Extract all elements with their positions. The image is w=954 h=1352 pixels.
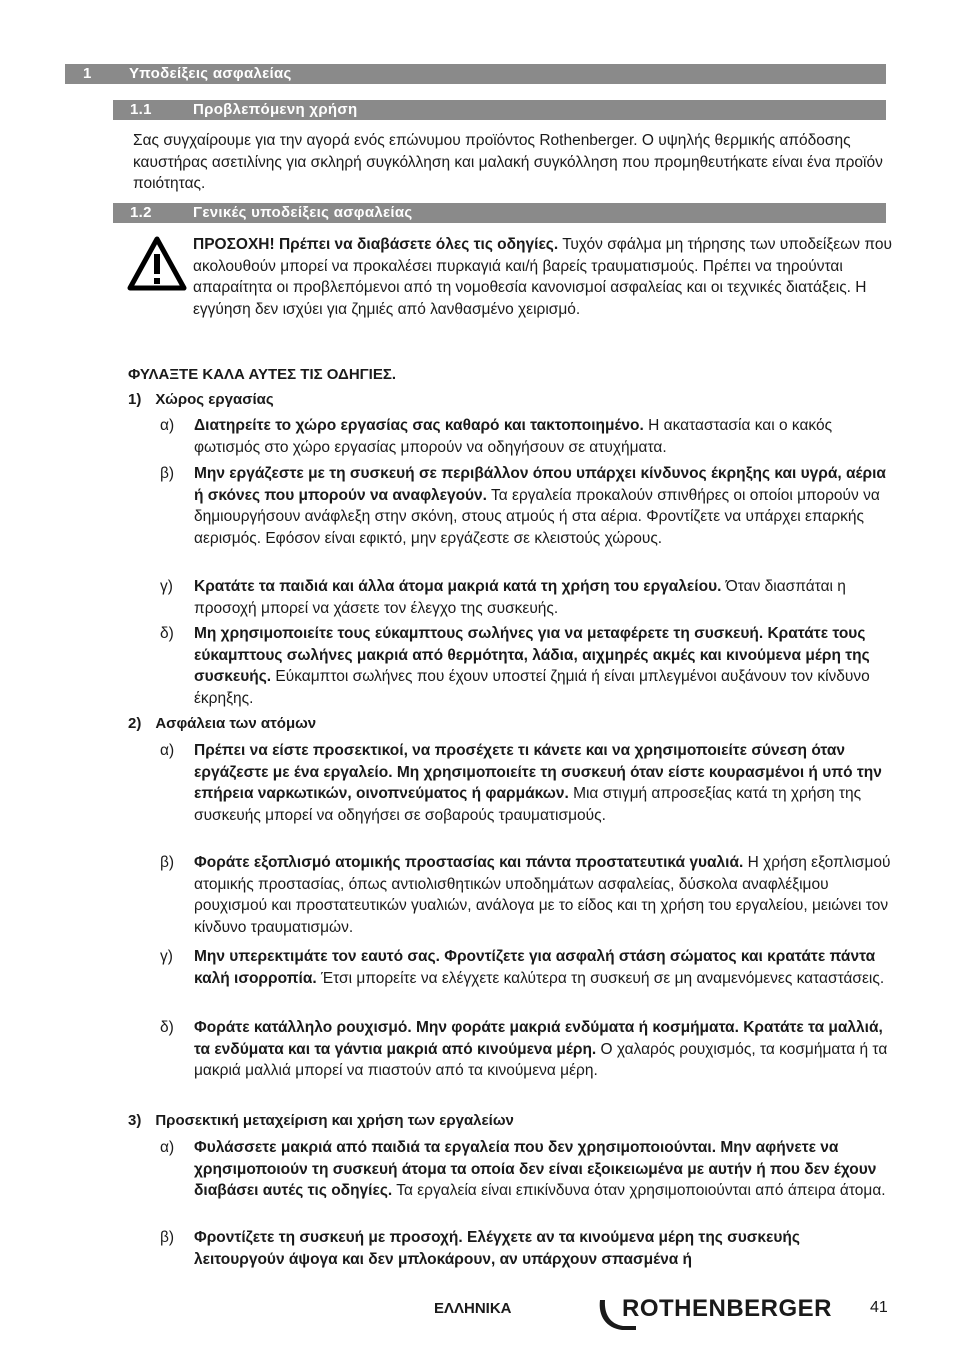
item-bold: Φροντίζετε τη συσκευή με προσοχή. Ελέγχετε αν τα κινούμενα μέρη της συσκευής λειτουργούν άψογα και δεν μπλοκάρουν, αν υπάρχουν σπασμένα ή <box>194 1229 800 1268</box>
intended-use-text-end: . Ο υψηλής θερμικής απόδοσης καυστήρας ασετιλίνης για σκληρή συγκόλληση και μαλακή συγκόλληση που προμηθευτήκατε είναι ένα προϊόν ποιότητας. <box>133 132 883 192</box>
item-text: Εύκαμπτοι σωλήνες που έχουν υποστεί ζημιά ή είναι μπλεγμένοι αυξάνουν τον κίνδυνο έκρηξης. <box>194 668 870 707</box>
group-title: Χώρος εργασίας <box>155 391 274 408</box>
item-letter: β) <box>160 465 175 482</box>
item-letter: β) <box>160 854 175 871</box>
item-bold: Φυλάσσετε μακριά από παιδιά τα εργαλεία που δεν χρησιμοποιούνται. Μην αφήνετε να χρησιμοποιούν τη συσκευή άτομα τα οποία δεν είναι εξοικειωμένα με αυτήν ή που δεν έχουν διαβάσει αυτές τις οδηγίες. <box>194 1139 877 1199</box>
intended-use-paragraph <box>133 130 893 195</box>
item-body <box>194 623 892 709</box>
item-bold: Μη χρησιμοποιείτε τους εύκαμπτους σωλήνες για να μεταφέρετε τη συσκευή. Κρατάτε τους εύκαμπτους σωλήνες μακριά από θερμότητα, λάδια, αιχμηρές ακμές και κινούμενα μέρη της συσκευής. <box>194 625 870 685</box>
warning-text: Τυχόν σφάλμα μη τήρησης των υποδείξεων που ακολουθούν μπορεί να προκαλέσει πυρκαγιά και/ή βαρείς τραυματισμούς. Πρέπει να τηρούνται απαραίτητα οι προβλεπόμενοι από τη νομοθεσία κανονισμοί ασφαλείας και οι τεχνικές διατάξεις. Η εγγύηση δεν ισχύει για ζημιές από λανθασμένο χειρισμό. <box>193 236 892 318</box>
section-1-1-header <box>113 100 886 120</box>
item-bold: Μην εργάζεστε με τη συσκευή σε περιβάλλον όπου υπάρχει κίνδυνος έκρηξης και υγρά, αέρια ή σκόνες που μπορούν να αναφλεγούν. <box>194 465 886 504</box>
page-number: 41 <box>870 1299 888 1316</box>
group-title: Ασφάλεια των ατόμων <box>155 715 317 732</box>
item-bold: Διατηρείτε το χώρο εργασίας σας καθαρό και τακτοποιημένο. <box>194 417 644 434</box>
item-body <box>194 463 892 549</box>
item-body <box>194 415 892 458</box>
warning-bold: ΠΡΟΣΟΧΗ! Πρέπει να διαβάσετε όλες τις οδηγίες. <box>193 236 559 253</box>
item-letter: γ) <box>160 948 173 965</box>
item-text: Έτσι μπορείτε να ελέγχετε καλύτερα τη συσκευή σε μη αναμενόμενες καταστάσεις. <box>316 969 885 987</box>
section-1-2-title: Γενικές υποδείξεις ασφαλείας <box>193 204 413 221</box>
section-1-number: 1 <box>83 65 92 82</box>
group-title: Προσεκτική μεταχείριση και χρήση των εργαλείων <box>155 1112 514 1129</box>
item-text: Η ακαταστασία και ο κακός φωτισμός στο χώρο εργασίας μπορούν να οδηγήσουν σε ατυχήματα. <box>194 417 833 456</box>
item-letter: γ) <box>160 578 173 595</box>
group-1-heading <box>128 391 274 408</box>
section-1-1-number: 1.1 <box>130 101 152 118</box>
warning-triangle-icon <box>127 236 187 292</box>
item-body <box>194 740 892 826</box>
warning-paragraph <box>193 234 893 320</box>
item-bold: Φοράτε εξοπλισμό ατομικής προστασίας και πάντα προστατευτικά γυαλιά. <box>194 854 744 871</box>
item-letter: α) <box>160 742 175 759</box>
item-bold: Μην υπερεκτιμάτε τον εαυτό σας. Φροντίζετε για ασφαλή στάση σώματος και κρατάτε πάντα καλή ισορροπία. <box>194 948 876 987</box>
item-body <box>194 576 892 619</box>
group-number: 3) <box>128 1112 142 1129</box>
group-number: 1) <box>128 391 142 408</box>
group-3-heading <box>128 1112 514 1129</box>
section-1-1-title: Προβλεπόμενη χρήση <box>193 101 358 118</box>
item-body <box>194 946 892 989</box>
item-body <box>194 1227 892 1270</box>
item-text: Τα εργαλεία είναι επικίνδυνα όταν χρησιμοποιούνται από άπειρα άτομα. <box>392 1182 886 1199</box>
rothenberger-logo <box>596 1294 836 1334</box>
item-letter: β) <box>160 1229 175 1246</box>
group-2-heading <box>128 715 316 732</box>
item-letter: α) <box>160 1139 175 1156</box>
item-letter: δ) <box>160 625 174 642</box>
item-bold: Κρατάτε τα παιδιά και άλλα άτομα μακριά κατά τη χρήση του εργαλείου. <box>194 578 722 595</box>
section-1-title: Υποδείξεις ασφαλείας <box>129 65 292 82</box>
item-body <box>194 852 892 938</box>
item-text: Μια στιγμή απροσεξίας κατά τη χρήση της συσκευής μπορεί να οδηγήσει σε σοβαρούς τραυματισμούς. <box>194 785 862 824</box>
group-number: 2) <box>128 715 142 732</box>
section-1-2-number: 1.2 <box>130 204 152 221</box>
item-bold: Πρέπει να είστε προσεκτικοί, να προσέχετε τι κάνετε και να χρησιμοποιείτε σύνεση όταν εργάζεστε με ένα εργαλείο. Μη χρησιμοποιείτε τη συσκευή όταν είστε κουρασμένοι ή υπό την επήρεια ναρκωτικών, οινοπνεύματος ή φαρμάκων. <box>194 742 882 802</box>
section-1-2-header <box>113 203 886 223</box>
item-text: Τα εργαλεία προκαλούν σπινθήρες οι οποίοι μπορούν να δημιουργήσουν ανάφλεξη στην σκόνη, στους ατμούς ή στα αέρια. Φροντίζετε να υπάρχει επαρκής αερισμός. Εφόσον είναι εφικτό, μην εργάζεστε σε κλειστούς χώρους. <box>194 486 880 547</box>
item-bold: Φοράτε κατάλληλο ρουχισμό. Μην φοράτε μακριά ενδύματα ή κοσμήματα. Κρατάτε τα μαλλιά, τα ενδύματα και τα γάντια μακριά από κινούμενα μέρη. <box>194 1019 883 1058</box>
brand-name: Rothenberger <box>539 132 634 149</box>
item-letter: α) <box>160 417 175 434</box>
item-body <box>194 1017 892 1082</box>
keep-instructions-heading: ΦΥΛΑΞΤΕ ΚΑΛΑ ΑΥΤΕΣ ΤΙΣ ΟΔΗΓΙΕΣ. <box>128 366 397 383</box>
section-1-header <box>65 64 886 84</box>
logo-text: ROTHENBERGER <box>622 1295 833 1322</box>
footer-language: ΕΛΛΗΝΙΚΑ <box>434 1300 512 1317</box>
item-text: Όταν διασπάται η προσοχή μπορεί να χάσετε τον έλεγχο της συσκευής. <box>194 578 846 617</box>
item-letter: δ) <box>160 1019 174 1036</box>
item-text: Η χρήση εξοπλισμού ατομικής προστασίας, όπως αντιολισθητικών υποδημάτων ασφαλείας, δύσκολα αναφλέξιμου ρουχισμού και προστατευτικών γυαλιών, ανάλογα με το είδος και τη χρήση του εργαλείου, μειώνει τον κίνδυνο τραυματισμών. <box>194 854 891 936</box>
item-text: Ο χαλαρός ρουχισμός, τα κοσμήματα ή τα μακριά μαλλιά μπορεί να πιαστούν από τα κινούμενα μέρη. <box>194 1040 888 1079</box>
item-body <box>194 1137 892 1202</box>
intended-use-text-start: Σας συγχαίρουμε για την αγορά ενός επώνυμου προϊόντος <box>133 132 540 149</box>
